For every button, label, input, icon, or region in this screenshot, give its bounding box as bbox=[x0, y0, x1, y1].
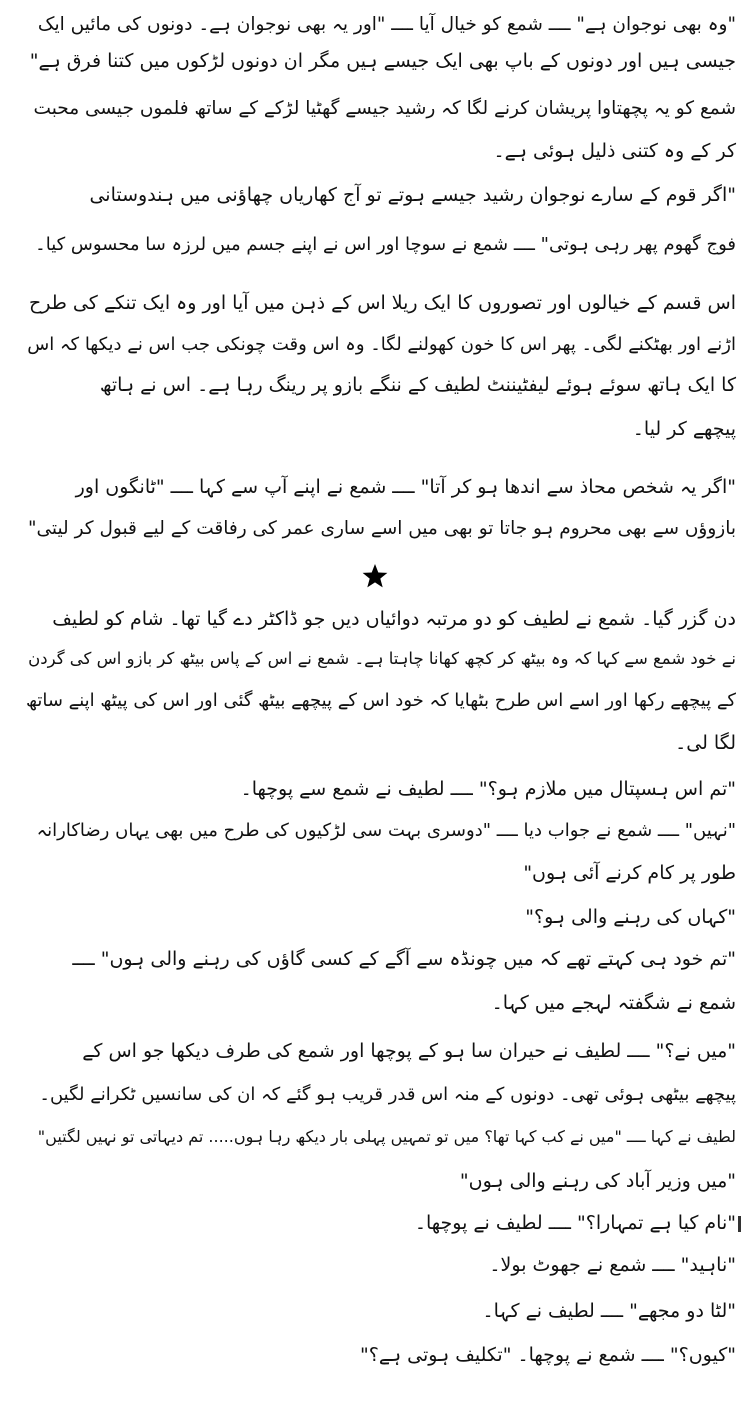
text-line: لگا لی۔ bbox=[675, 732, 736, 754]
text-line: دن گزر گیا۔ شمع نے لطیف کو دو مرتبہ دوائیاں دیں جو ڈاکٹر دے گیا تھا۔ شام کو لطیف bbox=[52, 608, 736, 630]
text-line: "اگر یہ شخص محاذ سے اندھا ہو کر آتا" ــــ شمع نے اپنے آپ سے کہا ــــ "ٹانگوں اور bbox=[75, 476, 736, 498]
text-line: "ناہید" ــــ شمع نے جھوٹ بولا۔ bbox=[489, 1254, 736, 1276]
text-line: فوج گھوم پھر رہی ہوتی" ــــ شمع نے سوچا اور اس نے اپنے جسم میں لرزہ سا محسوس کیا۔ bbox=[35, 234, 736, 255]
text-line: "وہ بھی نوجوان ہے" ــــ شمع کو خیال آیا ــــ "اور یہ بھی نوجوان ہے۔ دونوں کی مائیں ایک bbox=[37, 14, 736, 35]
text-line: "تم اس ہسپتال میں ملازم ہو؟" ــــ لطیف نے شمع سے پوچھا۔ bbox=[240, 778, 736, 800]
text-line: کا ایک ہاتھ سوئے ہوئے لیفٹیننٹ لطیف کے ننگے بازو پر رینگ رہا ہے۔ اس نے ہاتھ bbox=[99, 374, 736, 396]
text-line: کر کے وہ کتنی ذلیل ہوئی ہے۔ bbox=[493, 140, 736, 162]
text-line: کے پیچھے رکھا اور اسے اس طرح بٹھایا کہ خود اس کے پیچھے بیٹھ گئی اور اس کی پیٹھ اپنے ساتھ bbox=[26, 690, 736, 711]
text-line: شمع نے شگفتہ لہجے میں کہا۔ bbox=[491, 992, 736, 1014]
text-line: "لٹا دو مجھے" ــــ لطیف نے کہا۔ bbox=[482, 1300, 736, 1322]
text-line: طور پر کام کرنے آئی ہوں" bbox=[523, 862, 736, 884]
text-line: پیچھے کر لیا۔ bbox=[632, 418, 736, 440]
text-line: اڑنے اور بھٹکنے لگی۔ پھر اس کا خون کھولنے لگا۔ وہ اس وقت چونکی جب اس نے دیکھا کہ اس bbox=[27, 334, 736, 355]
section-separator-icon bbox=[361, 562, 389, 590]
text-line: "اگر قوم کے سارے نوجوان رشید جیسے ہوتے تو آج کھاریاں چھاؤنی میں ہندوستانی bbox=[89, 184, 736, 206]
text-line: "نہیں" ــــ شمع نے جواب دیا ــــ "دوسری بہت سی لڑکیوں کی طرح میں بھی یہاں رضاکارانہ bbox=[36, 820, 736, 841]
text-line: "میں نے؟" ــــ لطیف نے حیران سا ہو کے پوچھا اور شمع کی طرف دیکھا جو اس کے bbox=[82, 1040, 736, 1062]
text-line: شمع کو یہ پچھتاوا پریشان کرنے لگا کہ رشید جیسے گھٹیا لڑکے کے ساتھ فلموں جیسی محبت bbox=[33, 98, 736, 119]
text-line: "نام کیا ہے تمہارا؟" ــــ لطیف نے پوچھا۔ bbox=[414, 1212, 736, 1234]
text-line: اس قسم کے خیالوں اور تصوروں کا ایک ریلا اس کے ذہن میں آیا اور وہ ایک تنکے کی طرح bbox=[29, 292, 736, 314]
text-line: بازوؤں سے بھی محروم ہو جاتا تو بھی میں اسے ساری عمر کی رفاقت کے لیے قبول کر لیتی" bbox=[27, 518, 736, 539]
text-line: نے خود شمع سے کہا کہ وہ بیٹھ کر کچھ کھانا چاہتا ہے۔ شمع نے اس کے پاس بیٹھ کر بازو اس کی گردن bbox=[28, 649, 736, 668]
text-line: جیسی ہیں اور دونوں کے باپ بھی ایک جیسے ہیں مگر ان دونوں لڑکوں میں کتنا فرق ہے" bbox=[29, 50, 736, 72]
margin-mark bbox=[738, 1216, 741, 1232]
text-line: "تم خود ہی کہتے تھے کہ میں چونڈہ سے آگے کے کسی گاؤں کی رہنے والی ہوں" ــــ bbox=[72, 948, 736, 970]
text-line: "میں وزیر آباد کی رہنے والی ہوں" bbox=[459, 1170, 736, 1192]
text-line: پیچھے بیٹھی ہوئی تھی۔ دونوں کے منہ اس قدر قریب ہو گئے کہ ان کی سانسیں ٹکرانے لگیں۔ bbox=[39, 1084, 736, 1105]
text-line: "کیوں؟" ــــ شمع نے پوچھا۔ "تکلیف ہوتی ہے؟" bbox=[360, 1344, 736, 1366]
text-line: لطیف نے کہا ــــ "میں نے کب کہا تھا؟ میں تو تمہیں پہلی بار دیکھ رہا ہوں..... تم دیہاتی تو نہیں لگتیں" bbox=[37, 1127, 736, 1146]
text-line: "کہاں کی رہنے والی ہو؟" bbox=[525, 906, 736, 928]
